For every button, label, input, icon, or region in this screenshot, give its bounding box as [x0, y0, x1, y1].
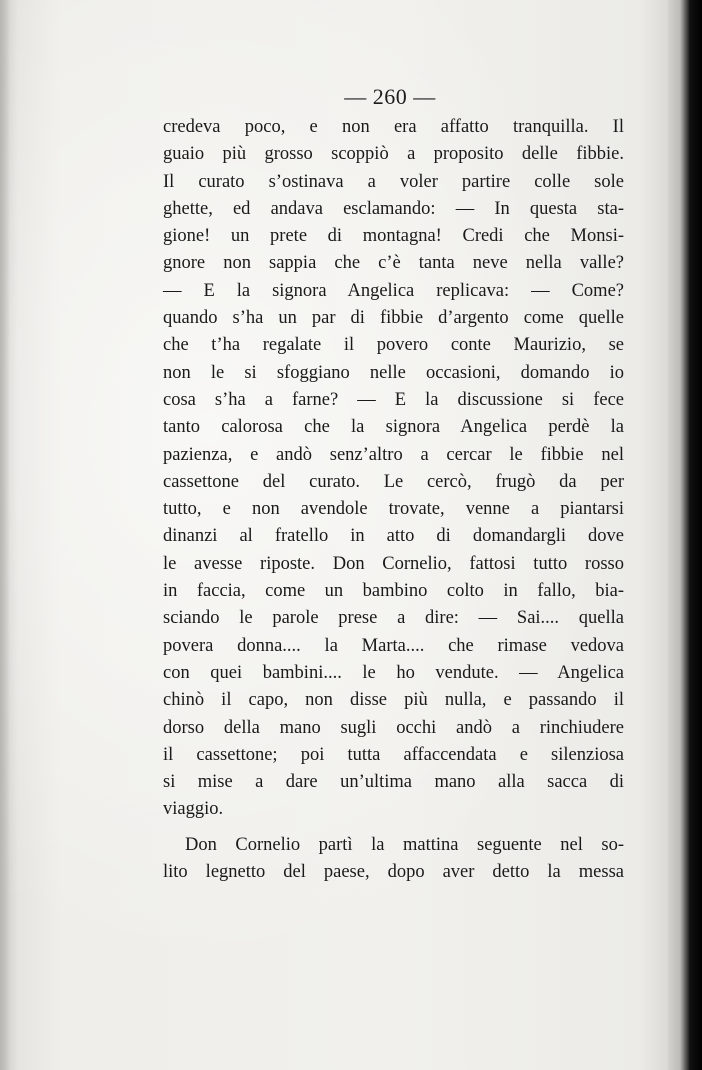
- text-line: cosa s’ha a farne? — E la discussione si fece: [163, 389, 624, 410]
- paragraph-2: [163, 832, 624, 887]
- text-line: lito legnetto del paese, dopo aver detto la messa: [163, 862, 624, 883]
- text-line: si mise a dare un’ultima mano alla sacca di: [163, 772, 624, 793]
- text-line: tanto calorosa che la signora Angelica perdè la: [163, 417, 624, 438]
- text-line: in faccia, come un bambino colto in fallo, bia-: [163, 581, 624, 602]
- text-line: che t’ha regalate il povero conte Maurizio, se: [163, 335, 624, 356]
- text-line: guaio più grosso scoppiò a proposito delle fibbie.: [163, 144, 624, 165]
- text-line: non le si sfoggiano nelle occasioni, domando io: [163, 362, 624, 383]
- text-line: le avesse riposte. Don Cornelio, fattosi tutto rosso: [163, 553, 624, 574]
- body-text: [163, 114, 624, 886]
- text-line: chinò il capo, non disse più nulla, e passando il: [163, 690, 624, 711]
- text-line: Il curato s’ostinava a voler partire colle sole: [163, 171, 624, 192]
- page-gutter-shadow: [0, 0, 10, 1070]
- text-line: Don Cornelio partì la mattina seguente nel so-: [185, 834, 624, 855]
- text-line: sciando le parole prese a dire: — Sai.... quella: [163, 608, 624, 629]
- paragraph-1: [163, 114, 624, 824]
- text-line: gnore non sappia che c’è tanta neve nella valle?: [163, 253, 624, 274]
- text-line: gione! un prete di montagna! Credi che Monsi-: [163, 226, 624, 247]
- text-line: — E la signora Angelica replicava: — Come?: [163, 280, 624, 301]
- text-line: dorso della mano sugli occhi andò a rinchiudere: [163, 717, 624, 738]
- text-line: dinanzi al fratello in atto di domandargli dove: [163, 526, 624, 547]
- text-line: con quei bambini.... le ho vendute. — Angelica: [163, 662, 624, 683]
- text-line: povera donna.... la Marta.... che rimase vedova: [163, 635, 624, 656]
- page-number: — 260 —: [344, 84, 436, 109]
- text-line: pazienza, e andò senz’altro a cercar le fibbie nel: [163, 444, 624, 465]
- text-line: viaggio.: [163, 799, 224, 820]
- text-line: ghette, ed andava esclamando: — In questa sta-: [163, 198, 624, 219]
- text-line: il cassettone; poi tutta affaccendata e silenziosa: [163, 744, 624, 765]
- paragraph-gap: [163, 824, 624, 832]
- text-line: credeva poco, e non era affatto tranquilla. Il: [163, 117, 624, 137]
- text-line: quando s’ha un par di fibbie d’argento come quelle: [163, 308, 624, 329]
- text-line: tutto, e non avendole trovate, venne a piantarsi: [163, 499, 624, 520]
- page-right-edge: [668, 0, 702, 1070]
- text-line: cassettone del curato. Le cercò, frugò da per: [163, 471, 624, 492]
